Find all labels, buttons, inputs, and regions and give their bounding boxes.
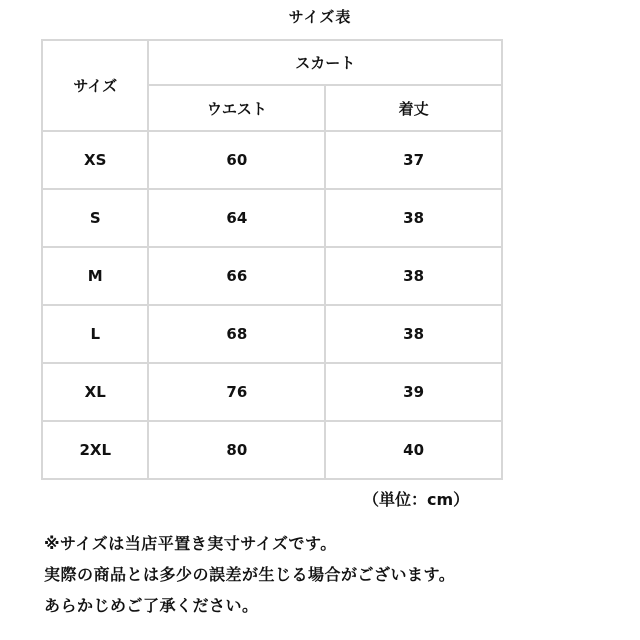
note-line: あらかじめご了承ください。 [44,596,259,615]
size-cell: XL [42,363,148,421]
page-title: サイズ表 [288,8,352,26]
skirt-group-header: スカート [148,40,502,85]
table-row [42,421,502,479]
size-cell: M [42,247,148,305]
waist-cell: 80 [148,421,325,479]
table-row [42,363,502,421]
length-cell: 37 [325,131,502,189]
waist-cell: 60 [148,131,325,189]
table-row [42,247,502,305]
waist-cell: 64 [148,189,325,247]
size-column-header: サイズ [42,40,148,131]
unit-note: （単位：cm） [363,490,470,509]
note-line: ※サイズは当店平置き実寸サイズです。 [44,534,337,553]
waist-cell: 66 [148,247,325,305]
size-cell: XS [42,131,148,189]
note-line: 実際の商品とは多少の誤差が生じる場合がございます。 [44,565,456,584]
waist-cell: 68 [148,305,325,363]
table-row [42,305,502,363]
length-cell: 38 [325,189,502,247]
waist-cell: 76 [148,363,325,421]
size-cell: S [42,189,148,247]
length-cell: 38 [325,305,502,363]
length-cell: 40 [325,421,502,479]
length-column-header: 着丈 [325,85,502,131]
table-row [42,189,502,247]
size-table [41,39,503,480]
waist-column-header: ウエスト [148,85,325,131]
length-cell: 38 [325,247,502,305]
notes-block [44,528,634,621]
size-cell: L [42,305,148,363]
table-header-row [42,40,502,85]
length-cell: 39 [325,363,502,421]
size-cell: 2XL [42,421,148,479]
table-row [42,131,502,189]
